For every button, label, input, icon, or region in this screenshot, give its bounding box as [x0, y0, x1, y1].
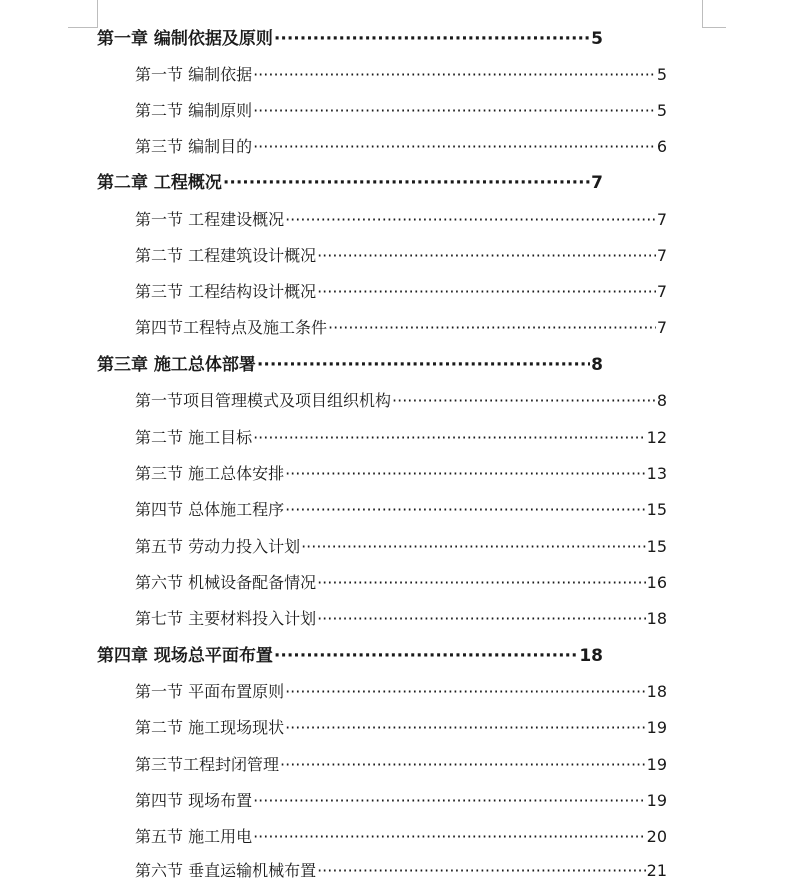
toc-page-number: 15	[646, 537, 667, 556]
dot-leader	[285, 459, 646, 489]
dot-leader	[253, 822, 646, 852]
toc-label: 第二节 施工现场现状	[135, 718, 285, 737]
toc-label: 第三节 编制目的	[135, 137, 253, 156]
toc-label: 第一节 工程建设概况	[135, 210, 285, 229]
toc-section[interactable]	[135, 532, 667, 562]
toc-label: 第一节 平面布置原则	[135, 682, 285, 701]
toc-page-number: 5	[591, 29, 603, 49]
dot-leader	[392, 386, 656, 416]
toc-page-number: 8	[591, 355, 603, 375]
toc-section[interactable]	[135, 205, 667, 235]
dot-leader	[280, 750, 646, 780]
toc-section[interactable]	[135, 568, 667, 598]
toc-page-number: 19	[646, 755, 667, 774]
toc-label: 第三章 施工总体部署	[97, 355, 256, 375]
toc-section[interactable]	[135, 677, 667, 707]
dot-leader	[257, 350, 590, 380]
toc-page-number: 15	[646, 500, 667, 519]
crop-mark-top-left	[68, 0, 98, 28]
dot-leader	[274, 24, 590, 54]
toc-section[interactable]	[135, 386, 667, 416]
toc-label: 第二节 施工目标	[135, 428, 253, 447]
dot-leader	[317, 568, 646, 598]
toc-label: 第二章 工程概况	[97, 173, 222, 193]
toc-page-number: 7	[591, 173, 603, 193]
toc-label: 第六节 机械设备配备情况	[135, 573, 317, 592]
toc-section[interactable]	[135, 241, 667, 271]
toc-page-number: 21	[646, 861, 667, 880]
toc-section[interactable]	[135, 132, 667, 162]
toc-page-number: 13	[646, 464, 667, 483]
toc-section[interactable]	[135, 750, 667, 780]
toc-section[interactable]	[135, 495, 667, 525]
toc-page-number: 18	[646, 609, 667, 628]
toc-section[interactable]	[135, 459, 667, 489]
toc-section[interactable]	[135, 856, 667, 886]
toc-page-number: 7	[656, 246, 667, 265]
crop-mark-top-right	[702, 0, 726, 28]
dot-leader	[301, 532, 646, 562]
toc-label: 第五节 劳动力投入计划	[135, 537, 301, 556]
toc-label: 第三节 工程结构设计概况	[135, 282, 317, 301]
dot-leader	[253, 423, 646, 453]
toc-section[interactable]	[135, 713, 667, 743]
dot-leader	[253, 786, 646, 816]
toc-page-number: 8	[656, 391, 667, 410]
toc-label: 第一节项目管理模式及项目组织机构	[135, 391, 392, 410]
dot-leader	[317, 856, 646, 886]
toc-label: 第三节工程封闭管理	[135, 755, 280, 774]
toc-label: 第二节 工程建筑设计概况	[135, 246, 317, 265]
dot-leader	[317, 241, 656, 271]
dot-leader	[285, 205, 656, 235]
toc-label: 第六节 垂直运输机械布置	[135, 861, 317, 880]
dot-leader	[317, 277, 656, 307]
dot-leader	[223, 168, 590, 198]
toc-label: 第一章 编制依据及原则	[97, 29, 273, 49]
toc-section[interactable]	[135, 277, 667, 307]
toc-label: 第四节 现场布置	[135, 791, 253, 810]
toc-section[interactable]	[135, 786, 667, 816]
toc-chapter-2[interactable]	[97, 168, 603, 198]
toc-section[interactable]	[135, 96, 667, 126]
toc-page-number: 19	[646, 791, 667, 810]
toc-section[interactable]	[135, 822, 667, 852]
dot-leader	[317, 604, 646, 634]
dot-leader	[285, 495, 646, 525]
toc-page-number: 12	[646, 428, 667, 447]
toc-page-number: 7	[656, 318, 667, 337]
dot-leader	[253, 96, 656, 126]
toc-section[interactable]	[135, 604, 667, 634]
dot-leader	[328, 313, 656, 343]
toc-section[interactable]	[135, 313, 667, 343]
toc-label: 第二节 编制原则	[135, 101, 253, 120]
toc-label: 第四节工程特点及施工条件	[135, 318, 328, 337]
toc-label: 第四节 总体施工程序	[135, 500, 285, 519]
toc-label: 第三节 施工总体安排	[135, 464, 285, 483]
toc-chapter-3[interactable]	[97, 350, 603, 380]
toc-label: 第五节 施工用电	[135, 827, 253, 846]
toc-label: 第四章 现场总平面布置	[97, 646, 273, 666]
dot-leader	[274, 641, 578, 671]
toc-page-number: 6	[656, 137, 667, 156]
toc-page-number: 5	[656, 101, 667, 120]
toc-page-number: 19	[646, 718, 667, 737]
toc-page-number: 7	[656, 210, 667, 229]
dot-leader	[253, 60, 656, 90]
toc-section[interactable]	[135, 423, 667, 453]
toc-page-number: 5	[656, 65, 667, 84]
dot-leader	[285, 713, 646, 743]
toc-chapter-1[interactable]	[97, 24, 603, 54]
toc-label: 第一节 编制依据	[135, 65, 253, 84]
toc-chapter-4[interactable]	[97, 641, 603, 671]
toc-page-number: 20	[646, 827, 667, 846]
toc-page-number: 16	[646, 573, 667, 592]
dot-leader	[285, 677, 646, 707]
toc-page-number: 18	[646, 682, 667, 701]
toc-page-number: 7	[656, 282, 667, 301]
toc-page-number: 18	[579, 646, 603, 666]
toc-label: 第七节 主要材料投入计划	[135, 609, 317, 628]
dot-leader	[253, 132, 656, 162]
toc-section[interactable]	[135, 60, 667, 90]
